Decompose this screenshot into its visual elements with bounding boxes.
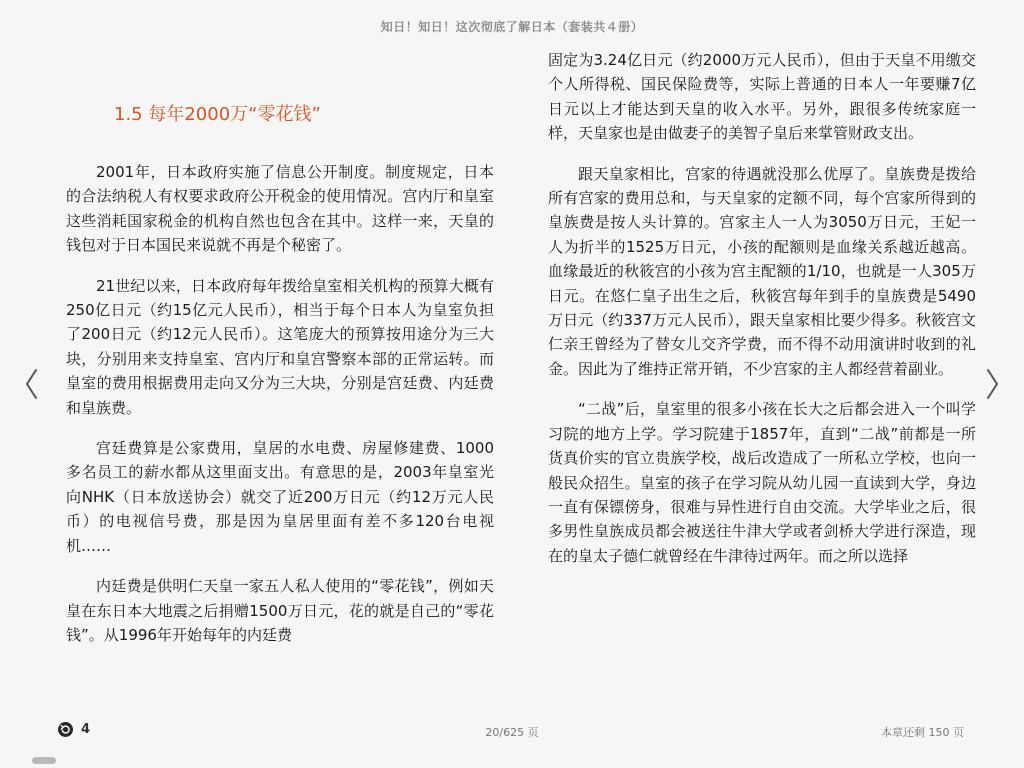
home-indicator[interactable]: [32, 757, 56, 764]
right-page: [548, 48, 976, 584]
paragraph: 固定为3.24亿日元（约2000万元人民币），但由于天皇不用缴交个人所得税、国民保险费等，实际上普通的日本人一年要赚7亿日元以上才能达到天皇的收入水平。另外，跟很多传统家庭一样，天皇家也是由做妻子的美智子皇后来掌管财政支出。: [548, 51, 976, 143]
page-indicator: 20/625 页: [485, 726, 539, 739]
chevron-right-icon: [982, 366, 1002, 402]
chapter-remaining: 本章还剩 150 页: [881, 726, 964, 739]
left-page: [66, 100, 494, 663]
chevron-left-icon: [22, 366, 42, 402]
back-count: 4: [81, 722, 91, 737]
book-title: 知日！知日！这次彻底了解日本（套装共４册）: [380, 20, 644, 34]
paragraph: “二战”后，皇室里的很多小孩在长大之后都会进入一个叫学习院的地方上学。学习院建于1857年，直到“二战”前都是一所货真价实的官立贵族学校，战后改造成了一所私立学校，也向一般民众招生。皇室的孩子在学习院从幼儿园一直读到大学，身边一直有保镖傍身，很难与异性进行自由交流。大学毕业之后，很多男性皇族成员都会被送往牛津大学或者剑桥大学进行深造，现在的皇太子德仁就曾经在牛津待过两年。而之所以选择: [548, 400, 976, 565]
right-page-text: [548, 48, 976, 568]
paragraph: 21世纪以来，日本政府每年拨给皇室相关机构的预算大概有250亿日元（约15亿元人民币），相当于每个日本人为皇室负担了200日元（约12元人民币）。这笔庞大的预算按用途分为三大块，分别用来支持皇室、宫内厅和皇宫警察本部的正常运转。而皇室的费用根据费用走向又分为三大块，分别是宫廷费、内廷费和皇族费。: [66, 276, 494, 417]
left-page-text: [66, 160, 494, 647]
previous-page-button[interactable]: [22, 366, 42, 402]
paragraph: 内廷费是供明仁天皇一家五人私人使用的“零花钱”，例如天皇在东日本大地震之后捐赠1500万日元，花的就是自己的“零花钱”。从1996年开始每年的内廷费: [66, 577, 494, 644]
paragraph: 跟天皇家相比，宫家的待遇就没那么优厚了。皇族费是拨给所有宫家的费用总和，与天皇家的定额不同，每个宫家所得到的皇族费是按人头计算的。宫家主人一人为3050万日元，王妃一人为折半的1525万日元，小孩的配额则是血缘关系越近越高。血缘最近的秋筱宫的小孩为宫主配额的1/10，也就是一人305万日元。在悠仁皇子出生之后，秋筱宫每年到手的皇族费是5490万日元（约337万元人民币），跟天皇家相比要少得多。秋筱宫文仁亲王曾经为了替女儿交齐学费，而不得不动用演讲时收到的礼金。因此为了维持正常开销，不少宫家的主人都经营着副业。: [548, 164, 976, 378]
paragraph: 宫廷费算是公家费用，皇居的水电费、房屋修建费、1000多名员工的薪水都从这里面支出。有意思的是，2003年皇室光向NHK（日本放送协会）就交了近200万日元（约12万元人民币）的电视信号费，那是因为皇居里面有差不多120台电视机……: [66, 439, 494, 555]
chapter-heading: 1.5 每年2000万“零花钱”: [114, 104, 321, 125]
paragraph: 2001年，日本政府实施了信息公开制度。制度规定，日本的合法纳税人有权要求政府公开税金的使用情况。宫内厅和皇室这些消耗国家税金的机构自然也包含在其中。这样一来，天皇的钱包对于日本国民来说就不再是个秘密了。: [66, 163, 494, 255]
reader-footer: [0, 722, 1024, 740]
next-page-button[interactable]: [982, 366, 1002, 402]
